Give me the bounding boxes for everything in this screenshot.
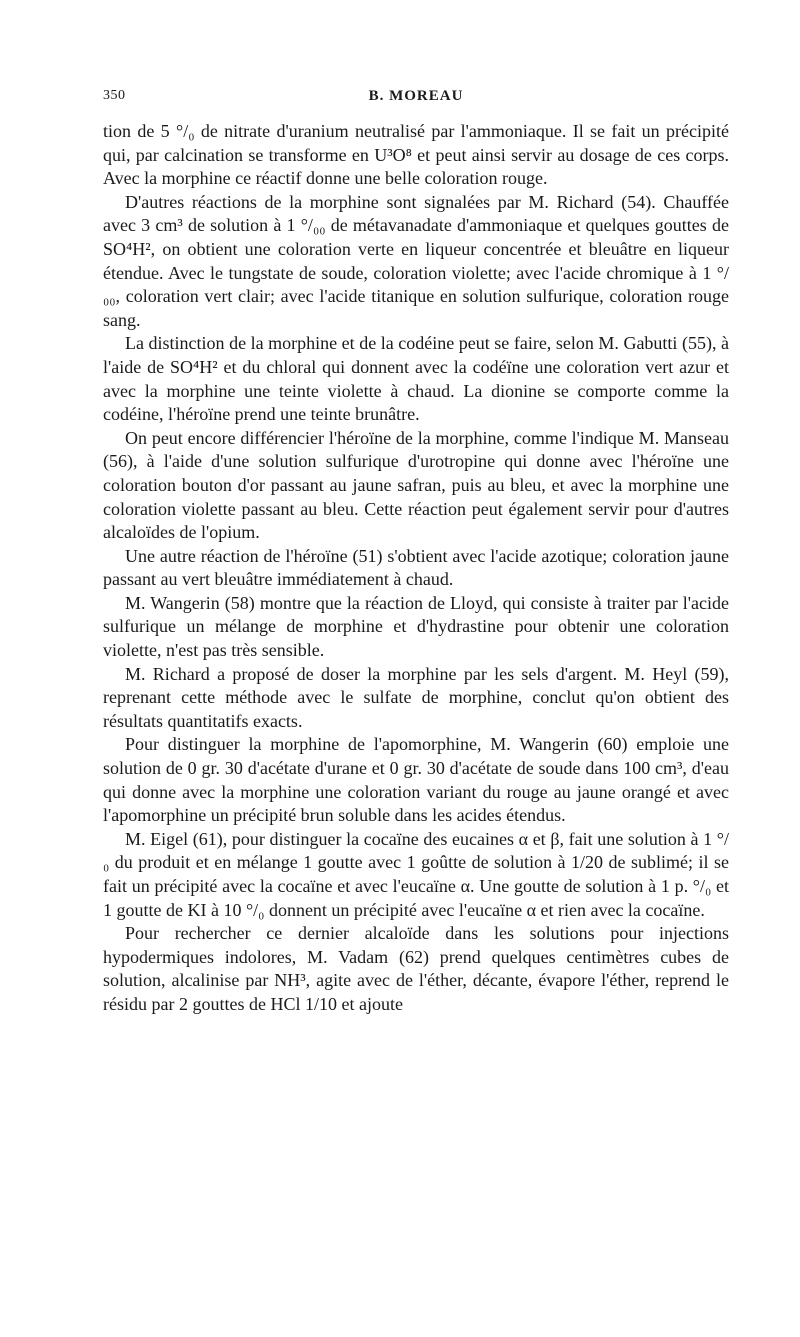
paragraph-10: Pour rechercher ce dernier alcaloïde dans les solutions pour injections hypodermiques indolores, M. Vadam (62) prend quelques centimètres cubes de solution, alcalinise par NH³, agite avec de l'éther, décante, évapore l'éther, reprend le résidu par 2 gouttes de HCl 1/10 et ajoute [103, 923, 729, 1014]
running-title: B. MOREAU [368, 88, 464, 104]
paragraph-9: M. Eigel (61), pour distinguer la cocaïne des eucaines α et β, fait une solution à 1 °/₀ du produit et en mélange 1 goutte avec 1 goûtte de solution à 1/20 de sublimé; il se fait un précipité avec la cocaïne et avec l'eucaïne α. Une goutte de solution à 1 p. °/₀ et 1 goutte de KI à 10 °/₀ donnent un précipité avec l'eucaïne α et rien avec la cocaïne. [103, 828, 729, 920]
page-number: 350 [103, 88, 126, 103]
paragraph-1: tion de 5 °/₀ de nitrate d'uranium neutralisé par l'ammoniaque. Il se fait un précipité qui, par calcination se transforme en U³O⁸ et peut ainsi servir au dosage de ces corps. Avec la morphine ce réactif donne une belle coloration rouge. [103, 121, 729, 189]
paragraph-6: M. Wangerin (58) montre que la réaction de Lloyd, qui consiste à traiter par l'acide sulfurique un mélange de morphine et d'hydrastine pour obtenir une coloration violette, n'est pas très sensible. [103, 592, 729, 661]
paragraph-7: M. Richard a proposé de doser la morphine par les sels d'argent. M. Heyl (59), reprenant cette méthode avec le sulfate de morphine, conclut qu'on obtient des résultats quantitatifs exacts. [103, 663, 729, 731]
running-head [103, 88, 729, 114]
paragraph-4: On peut encore différencier l'héroïne de la morphine, comme l'indique M. Manseau (56), à l'aide d'une solution sulfurique d'urotropine qui donne avec l'héroïne une coloration bouton d'or passant au jaune safran, puis au bleu, et avec la morphine une coloration violette passant au bleu. Cette réaction peut également servir pour d'autres alcaloïdes de l'opium. [103, 427, 729, 543]
paragraph-2: D'autres réactions de la morphine sont signalées par M. Richard (54). Chauffée avec 3 cm³ de solution à 1 °/₀₀ de métavanadate d'ammoniaque et quelques gouttes de SO⁴H², on obtient une coloration verte en liqueur concentrée et bleuâtre en liqueur étendue. Avec le tungstate de soude, coloration violette; avec l'acide chromique à 1 °/₀₀, coloration vert clair; avec l'acide titanique en solution sulfurique, coloration rouge sang. [103, 191, 729, 330]
body-text [103, 120, 729, 1017]
paragraph-5: Une autre réaction de l'héroïne (51) s'obtient avec l'acide azotique; coloration jaune passant au vert bleuâtre immédiatement à chaud. [103, 545, 729, 590]
paragraph-8: Pour distinguer la morphine de l'apomorphine, M. Wangerin (60) emploie une solution de 0 gr. 30 d'acétate d'urane et 0 gr. 30 d'acétate de soude dans 100 cm³, d'eau qui donne avec la morphine une coloration variant du rouge au jaune orangé et avec l'apomorphine un précipité brun soluble dans les acides étendus. [103, 734, 729, 826]
paragraph-3: La distinction de la morphine et de la codéine peut se faire, selon M. Gabutti (55), à l'aide de SO⁴H² et du chloral qui donnent avec la codéïne une coloration vert azur et avec la morphine une teinte violette à chaud. La dionine se comporte comme la codéine, l'héroïne prend une teinte brunâtre. [103, 333, 729, 425]
page [103, 88, 729, 1017]
